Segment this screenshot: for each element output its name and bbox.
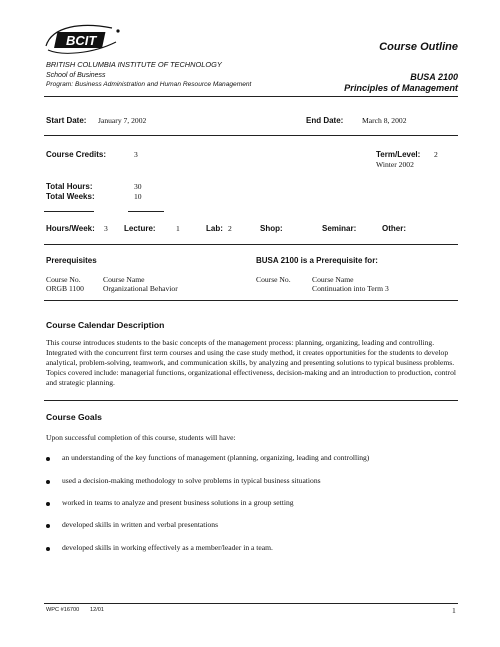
dates-divider bbox=[44, 135, 458, 136]
lecture-label: Lecture: bbox=[124, 224, 156, 233]
course-code: BUSA 2100 bbox=[410, 72, 458, 82]
start-date-value: January 7, 2002 bbox=[98, 116, 147, 125]
footer-version: 12/01 bbox=[90, 607, 104, 613]
goal-item: used a decision-making methodology to solve problems in typical business situations bbox=[62, 476, 321, 485]
prereq-for-col-course-no: Course No. bbox=[256, 275, 291, 284]
institute-name: BRITISH COLUMBIA INSTITUTE OF TECHNOLOGY bbox=[46, 60, 222, 69]
course-goals-heading: Course Goals bbox=[46, 412, 102, 422]
start-date-label: Start Date: bbox=[46, 116, 87, 125]
goal-bullet bbox=[46, 524, 50, 528]
goal-bullet bbox=[46, 502, 50, 506]
hours-divider-1 bbox=[44, 211, 94, 212]
goal-bullet bbox=[46, 457, 50, 461]
other-label: Other: bbox=[382, 224, 406, 233]
lecture-value: 1 bbox=[176, 224, 180, 233]
goal-item: developed skills in working effectively as a member/leader in a team. bbox=[62, 543, 273, 552]
lab-value: 2 bbox=[228, 224, 232, 233]
bcit-logo bbox=[42, 20, 122, 60]
course-goals-intro: Upon successful completion of this course, students will have: bbox=[46, 433, 236, 442]
weekly-divider bbox=[44, 244, 458, 245]
prerequisite-for-heading: BUSA 2100 is a Prerequisite for: bbox=[256, 256, 378, 265]
lab-label: Lab: bbox=[206, 224, 223, 233]
goal-item: an understanding of the key functions of management (planning, organizing, leading and controlling) bbox=[62, 453, 370, 462]
end-date-value: March 8, 2002 bbox=[362, 116, 407, 125]
end-date-label: End Date: bbox=[306, 116, 344, 125]
hours-week-label: Hours/Week: bbox=[46, 224, 95, 233]
footer-doc-id: WPC #16700 bbox=[46, 607, 80, 613]
hours-divider-2 bbox=[128, 211, 164, 212]
prereq-for-col-course-name: Course Name bbox=[312, 275, 354, 284]
page-number: 1 bbox=[452, 606, 456, 615]
school-name: School of Business bbox=[46, 72, 106, 79]
prereq-col-course-name: Course Name bbox=[103, 275, 145, 284]
total-hours-label: Total Hours: bbox=[46, 182, 93, 191]
term-season: Winter 2002 bbox=[376, 160, 414, 169]
calendar-description-heading: Course Calendar Description bbox=[46, 320, 165, 330]
total-hours-value: 30 bbox=[134, 182, 142, 191]
term-level-value: 2 bbox=[434, 150, 438, 159]
course-credits-label: Course Credits: bbox=[46, 150, 107, 159]
doc-title: Course Outline bbox=[379, 41, 458, 53]
goal-bullet bbox=[46, 547, 50, 551]
prereq-row-course-no: ORGB 1100 bbox=[46, 284, 84, 293]
prereq-divider bbox=[44, 300, 458, 301]
total-weeks-value: 10 bbox=[134, 192, 142, 201]
header-divider bbox=[44, 96, 458, 97]
prerequisites-heading: Prerequisites bbox=[46, 256, 97, 265]
prereq-col-course-no: Course No. bbox=[46, 275, 81, 284]
total-weeks-label: Total Weeks: bbox=[46, 192, 95, 201]
term-level-label: Term/Level: bbox=[376, 150, 421, 159]
program-name: Program: Business Administration and Human Resource Management bbox=[46, 81, 252, 88]
prereq-for-row-course-name: Continuation into Term 3 bbox=[312, 284, 389, 293]
goal-bullet bbox=[46, 480, 50, 484]
goal-item: developed skills in written and verbal presentations bbox=[62, 520, 219, 529]
logo-text: BCIT bbox=[66, 33, 97, 48]
footer-divider bbox=[44, 603, 458, 604]
calendar-description-text: This course introduces students to the basic concepts of the management process: planning, organizing, leading and controlling. Integrated with the concurrent first term courses and using the case study method, it creates opportunities for the students to develop analytical, problem-solving, teamwork, and communication skills, by analyzing and presenting solutions to typical business problems. Topics covered include: managerial functions, organizational effectiveness, decision-making and an introduction to production, control and strategic planning. bbox=[46, 338, 456, 387]
prereq-row-course-name: Organizational Behavior bbox=[103, 284, 178, 293]
seminar-label: Seminar: bbox=[322, 224, 357, 233]
calendar-divider bbox=[44, 400, 458, 401]
course-title: Principles of Management bbox=[344, 83, 458, 93]
course-credits-value: 3 bbox=[134, 150, 138, 159]
shop-label: Shop: bbox=[260, 224, 283, 233]
hours-week-value: 3 bbox=[104, 224, 108, 233]
goal-item: worked in teams to analyze and present business solutions in a group setting bbox=[62, 498, 294, 507]
